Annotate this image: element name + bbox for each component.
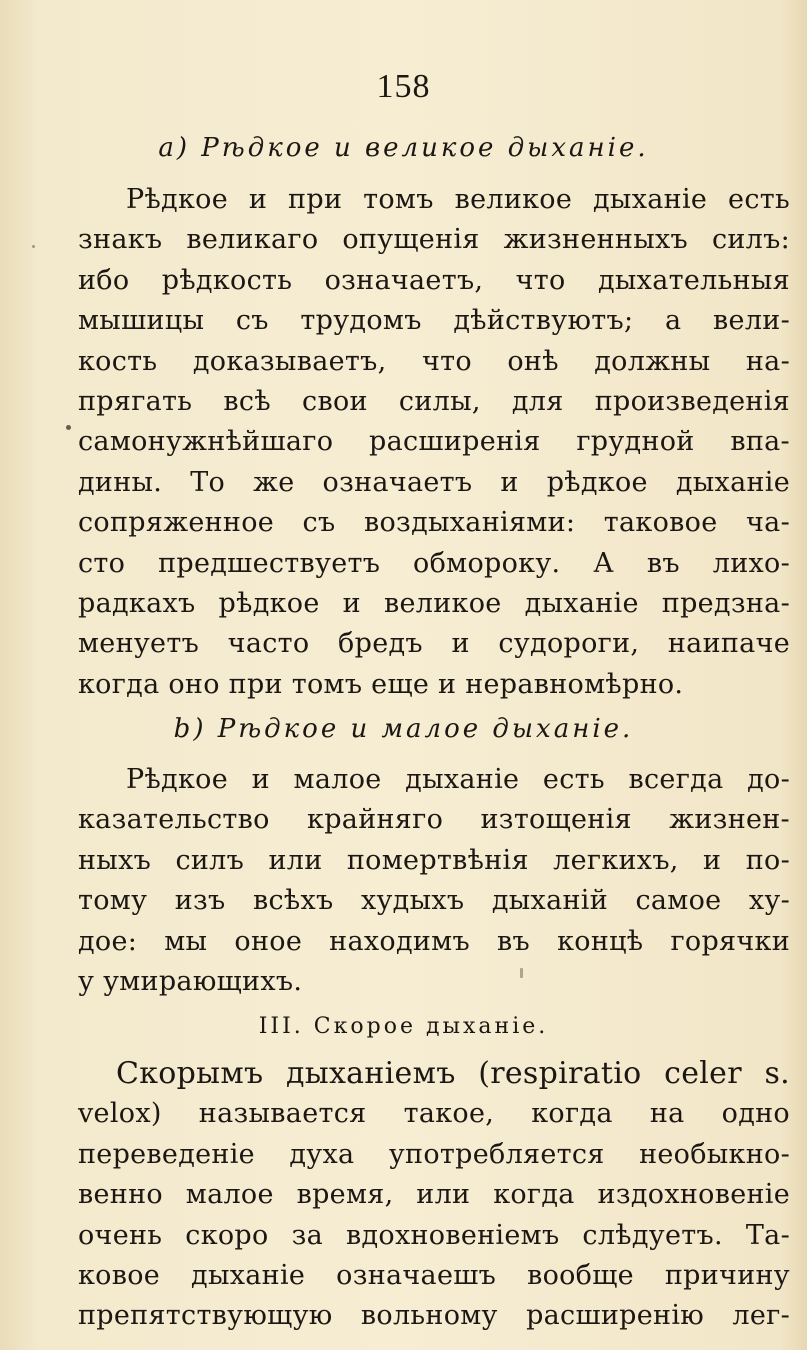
text-line: Скорымъ дыханіемъ (respiratio celer s.	[116, 1056, 790, 1091]
text-line: тому изъ всѣхъ худыхъ дыханій самое ху-	[78, 885, 790, 917]
section-iii-heading: III. Скорое дыханіе.	[258, 1014, 549, 1039]
text-line: менуетъ часто бредъ и судороги, наипаче	[78, 628, 790, 660]
page-number: 158	[376, 68, 431, 105]
text-line: прягать всѣ свои силы, для произведенія	[78, 386, 790, 418]
text-line: кость доказываетъ, что онѣ должны на-	[78, 345, 790, 377]
ink-speck	[66, 425, 71, 430]
text-line: сопряженное съ воздыханіями: таковое ча-	[78, 507, 790, 539]
text-line: velox) называется такое, когда на одно	[78, 1098, 790, 1130]
text-line: ибо рѣдкость означаетъ, что дыхательныя	[78, 264, 790, 296]
text-line: ковое дыханіе означаешъ вообще причину	[78, 1260, 790, 1292]
text-line: препятствующую вольному расширенію лег-	[78, 1300, 790, 1332]
text-line: Рѣдкое и малое дыханіе есть всегда до-	[126, 764, 790, 795]
section-iii-paragraph	[78, 1054, 790, 1337]
text-line: самонужнѣйшаго расширенія грудной впа-	[78, 426, 790, 458]
text-line: дое: мы оное находимъ въ концѣ горячки	[78, 925, 790, 957]
text-line: дины. То же означаетъ и рѣдкое дыханіе	[78, 466, 790, 498]
text-line: переведеніе духа употребляется необыкно-	[78, 1138, 790, 1170]
text-line: сто предшествуетъ обмороку. А въ лихо-	[78, 547, 790, 579]
text-line: казательство крайняго изтощенія жизнен-	[78, 804, 790, 836]
ink-speck	[32, 245, 35, 248]
text-line: радкахъ рѣдкое и великое дыханіе предзна-	[78, 588, 790, 620]
section-a-heading: a) Рѣдкое и великое дыханіе.	[158, 133, 649, 163]
ink-speck	[520, 968, 523, 978]
text-line: ныхъ силъ или помертвѣнія легкихъ, и по-	[78, 844, 790, 876]
text-line: мышицы съ трудомъ дѣйствуютъ; а вели-	[78, 305, 790, 337]
section-a-paragraph	[78, 180, 790, 705]
text-line: у умирающихъ.	[78, 966, 303, 998]
text-line: очень скоро за вдохновеніемъ слѣдуетъ. Та-	[78, 1219, 790, 1251]
text-line: Рѣдкое и при томъ великое дыханіе есть	[126, 184, 790, 215]
section-b-paragraph	[78, 760, 790, 1002]
text-line: когда оно при томъ еще и неравномѣрно.	[78, 668, 684, 700]
section-b-heading: b) Рѣдкое и малое дыханіе.	[173, 714, 634, 744]
text-line: венно малое время, или когда издохновеніе	[78, 1179, 790, 1211]
text-line: знакъ великаго опущенія жизненныхъ силъ:	[78, 224, 790, 256]
